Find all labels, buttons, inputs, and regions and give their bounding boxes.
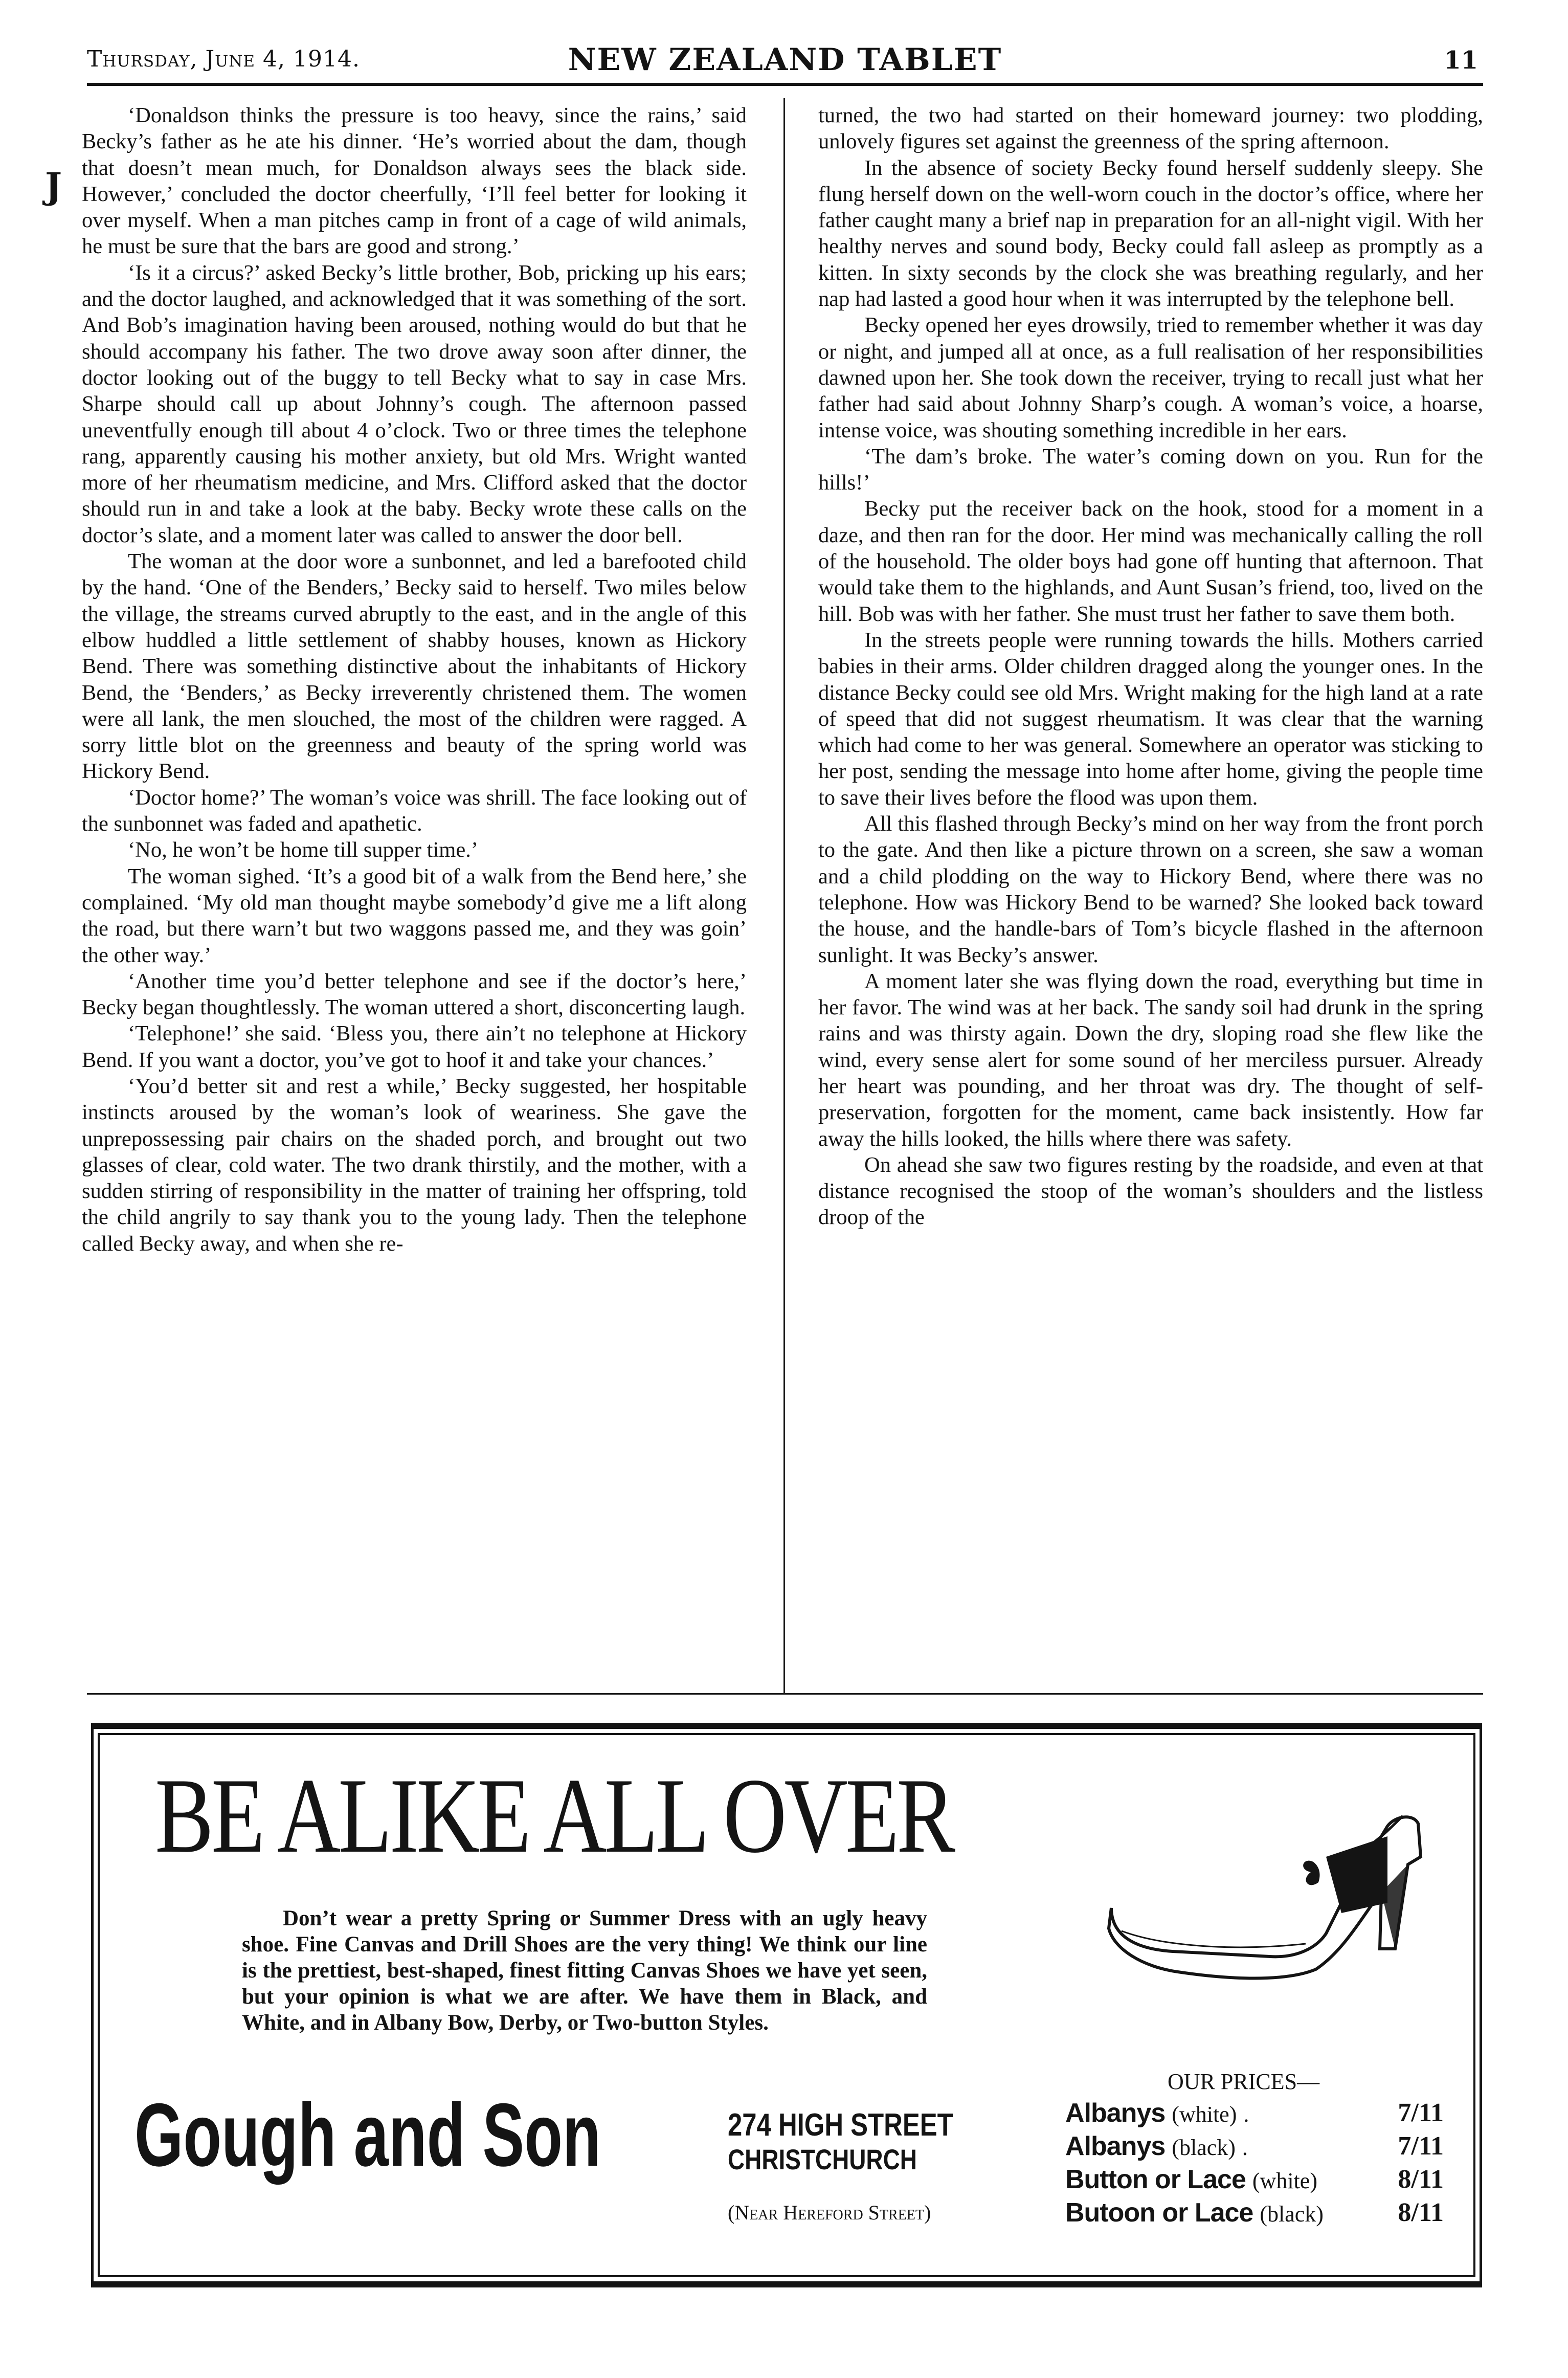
store-address [728, 2107, 1045, 2227]
article-paragraph: ‘No, he won’t be home till supper time.’ [128, 838, 478, 862]
issue-date: Thursday, June 4, 1914. [87, 46, 360, 72]
price-value: 7/11 [1398, 2131, 1444, 2161]
article-paragraph: ‘Donaldson thinks the pressure is too heavy, since the rains,’ said Becky’s father as he ate his dinner. ‘He’s worried about the dam, though that doesn’t mean much, for Donaldson always sees the black side. However,’ concluded the doctor cheerfully, ‘I’ll feel better for looking it over myself. When a man pitches camp in front of a cage of wild animals, he must be sure that the bars are good and strong.’ [82, 103, 747, 259]
article-paragraph: ‘Is it a circus?’ asked Becky’s little brother, Bob, pricking up his ears; and the doctor laughed, and acknowledged that it was something of the sort. And Bob’s imagination having been aroused, nothing would do but that he should accompany his father. The two drove away soon after dinner, the doctor looking out of the buggy to tell Becky what to say in case Mrs. Sharpe should call up about Johnny’s cough. The afternoon passed uneventfully enough till about 4 o’clock. Two or three times the telephone rang, apparently causing his mother anxiety, but old Mrs. Wright wanted more of her rheumatism medicine, and Mrs. Clifford asked that the doctor should run in and take a look at the baby. Becky wrote these calls on the doctor’s slate, and a moment later was called to answer the door bell. [82, 260, 747, 547]
newspaper-title: NEW ZEALAND TABLET [568, 42, 1002, 78]
price-value: 8/11 [1398, 2165, 1444, 2194]
price-item-dot: . [1243, 2102, 1249, 2127]
price-list [1065, 2066, 1454, 2230]
article-column-left [82, 102, 747, 1683]
article-paragraph: ‘Telephone!’ she said. ‘Bless you, there ain’t no telephone at Hickory Bend. If you want a doctor, you’ve got to hoof it and take your chances.’ [82, 1021, 747, 1072]
article-paragraph: The woman sighed. ‘It’s a good bit of a walk from the Bend here,’ she complained. ‘My old man thought maybe somebody’d give me a lift along the road, but there warn’t but two waggons passed me, and they was goin’ the other way.’ [82, 864, 747, 967]
price-value: 8/11 [1398, 2198, 1444, 2227]
brand-name: Gough and Son [135, 2085, 601, 2185]
article-paragraph: ‘You’d better sit and rest a while,’ Becky suggested, her hospitable instincts aroused by the woman’s look of weariness. She gave the unprepossessing pair chairs on the shaded porch, and brought out two glasses of clear, cold water. The two drank thirstily, and the mother, with a sudden stirring of responsibility in the matter of training her offspring, told the child angrily to say thank you to the young lady. Then the telephone called Becky away, and when she re- [82, 1074, 747, 1256]
price-value: 7/11 [1398, 2098, 1444, 2127]
article-column-right [818, 102, 1483, 1683]
masthead [87, 42, 1483, 86]
price-item-name: Albanys [1065, 2131, 1166, 2161]
price-item-variant: (white) [1172, 2102, 1237, 2127]
price-row [1065, 2097, 1454, 2130]
article-paragraph: A moment later she was flying down the road, everything but time in her favor. The wind was at her back. The sandy soil had drunk in the spring rains and was thirsty again. Down the dry, sloping road she flew like the wind, every sense alert for some sound of her merciless pursuer. Already her heart was pounding, and her throat was dry. The thought of self-preservation, forgotten for the moment, came back insistently. How far away the hills looked, the hills where there was safety. [818, 969, 1483, 1151]
price-item-variant: (black) [1260, 2202, 1324, 2227]
page-number: 11 [1444, 46, 1478, 75]
price-item-name: Albanys [1065, 2098, 1166, 2128]
price-item-name: Button or Lace [1065, 2165, 1246, 2194]
price-row [1065, 2164, 1454, 2197]
price-item-variant: (white) [1252, 2168, 1317, 2193]
price-list-heading: OUR PRICES— [1168, 2069, 1320, 2094]
price-row [1065, 2197, 1454, 2230]
article-paragraph: On ahead she saw two figures resting by the roadside, and even at that distance recognised the stoop of the woman’s shoulders and the listless droop of the [818, 1152, 1483, 1230]
address-note: (Near Hereford Street) [728, 2201, 931, 2224]
article-paragraph: ‘The dam’s broke. The water’s coming down on you. Run for the hills!’ [818, 444, 1483, 495]
price-item-name: Butoon or Lace [1065, 2198, 1253, 2228]
price-row [1065, 2130, 1454, 2164]
section-divider [87, 1693, 1483, 1695]
price-item-variant: (black) [1172, 2135, 1236, 2160]
margin-mark: J [45, 165, 62, 207]
ad-body-text: Don’t wear a pretty Spring or Summer Dress with an ugly heavy shoe. Fine Canvas and Drill Shoes are the very thing! We think our line is the prettiest, best-shaped, finest fitting Canvas Shoes we have yet seen, but your opinion is what we are after. We have them in Black, and White, and in Albany Bow, Derby, or Two-button Styles. [242, 1906, 927, 2035]
article-paragraph: turned, the two had started on their homeward journey: two plodding, unlovely figures set against the greenness of the spring afternoon. [818, 103, 1483, 154]
shoe-illustration [1101, 1780, 1428, 1995]
column-divider [783, 98, 785, 1694]
address-street: 274 HIGH STREET [728, 2107, 953, 2143]
article-paragraph: In the absence of society Becky found herself suddenly sleepy. She flung herself down on the well-worn couch in the doctor’s office, where her father caught many a brief nap in preparation for an all-night vigil. With her healthy nerves and sound body, Becky could fall asleep as promptly as a kitten. In sixty seconds by the clock she was breathing regularly, and her nap had lasted a good hour when it was interrupted by the telephone bell. [818, 155, 1483, 312]
article-paragraph: In the streets people were running towards the hills. Mothers carried babies in their arms. Older children dragged along the younger ones. In the distance Becky could see old Mrs. Wright making for the high land at a rate of speed that did not suggest rheumatism. It was clear that the warning which had come to her was general. Somewhere an operator was sticking to her post, sending the message into home after home, giving the people time to save their lives before the flood was upon them. [818, 628, 1483, 810]
article-paragraph: Becky opened her eyes drowsily, tried to remember whether it was day or night, and jumped all at once, as a full realisation of her responsibilities dawned upon her. She took down the receiver, trying to recall just what her father had said about Johnny Sharp’s cough. A woman’s voice, a hoarse, intense voice, was shouting something incredible in her ears. [818, 313, 1483, 442]
ad-headline: BE ALIKE ALL OVER [155, 1757, 953, 1875]
article-paragraph: ‘Another time you’d better telephone and see if the doctor’s here,’ Becky began thoughtlessly. The woman uttered a short, disconcerting laugh. [82, 969, 747, 1020]
price-item-dot: . [1242, 2135, 1248, 2160]
shoe-advertisement [91, 1723, 1482, 2287]
article-paragraph: All this flashed through Becky’s mind on her way from the front porch to the gate. And then like a picture thrown on a screen, she saw a woman and a child plodding on the way to Hickory Bend, where there was no telephone. How was Hickory Bend to be warned? She looked back toward the house, and the handle-bars of Tom’s bicycle flashed in the afternoon sunlight. It was Becky’s answer. [818, 812, 1483, 967]
address-city: CHRISTCHURCH [728, 2143, 917, 2175]
article-paragraph: ‘Doctor home?’ The woman’s voice was shrill. The face looking out of the sunbonnet was faded and apathetic. [82, 785, 747, 836]
article-paragraph: Becky put the receiver back on the hook, stood for a moment in a daze, and then ran for the door. Her mind was mechanically calling the roll of the household. The older boys had gone off hunting that afternoon. That would take them to the highlands, and Aunt Susan’s friend, too, lived on the hill. Bob was with her father. She must trust her father to save them both. [818, 497, 1483, 626]
article-paragraph: The woman at the door wore a sunbonnet, and led a barefooted child by the hand. ‘One of the Benders,’ Becky said to herself. Two miles below the village, the streams curved abruptly to the east, and in the angle of this elbow huddled a little settlement of shabby houses, known as Hickory Bend. There was something distinctive about the inhabitants of Hickory Bend, the ‘Benders,’ as Becky irreverently christened them. The women were all lank, the men slouched, the most of the children were ragged. A sorry little blot on the greenness and beauty of the spring world was Hickory Bend. [82, 549, 747, 784]
